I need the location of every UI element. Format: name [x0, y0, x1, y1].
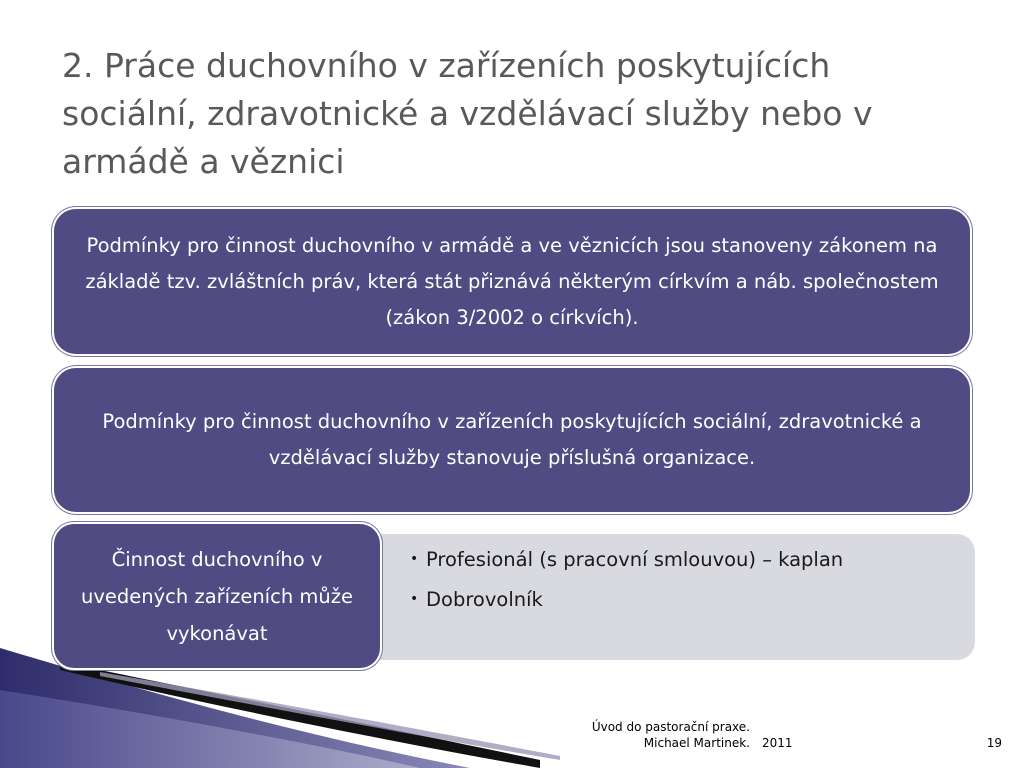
- roles-list: [410, 542, 955, 617]
- bullet-icon: •: [410, 551, 419, 567]
- list-item: [410, 582, 955, 617]
- footer-author: [540, 719, 750, 751]
- roles-list-panel: [330, 534, 975, 660]
- army-prison-conditions-text: Podmínky pro činnost duchovního v armádě a ve věznicích jsou stanoveny zákonem na základě tzv. zvláštních práv, která stát přiznává některým církvím a náb. společnostem (zákon 3/2002 o církvích).: [85, 233, 939, 329]
- army-prison-conditions-box: [54, 209, 970, 354]
- activity-text: Činnost duchovního v uvedených zařízeních může vykonávat: [81, 547, 353, 645]
- list-item: [410, 542, 955, 577]
- facility-conditions-text: Podmínky pro činnost duchovního v zařízeních poskytujících sociální, zdravotnické a vzdělávací služby stanovuje příslušná organizace.: [102, 410, 922, 469]
- bullet-icon: •: [410, 591, 419, 607]
- list-item-text: Profesionál (s pracovní smlouvou) – kaplan: [426, 548, 844, 571]
- footer-name: Michael Martinek.: [643, 736, 750, 750]
- page-number: 19: [986, 736, 1002, 750]
- slide-title: 2. Práce duchovního v zařízeních poskytujících sociální, zdravotnické a vzdělávací služby nebo v armádě a věznici: [62, 46, 873, 181]
- facility-conditions-box: [54, 368, 970, 512]
- list-item-text: Dobrovolník: [426, 588, 543, 611]
- footer-course: Úvod do pastorační praxe.: [591, 720, 750, 734]
- footer-year: 2011: [762, 736, 793, 750]
- activity-box: [54, 524, 380, 668]
